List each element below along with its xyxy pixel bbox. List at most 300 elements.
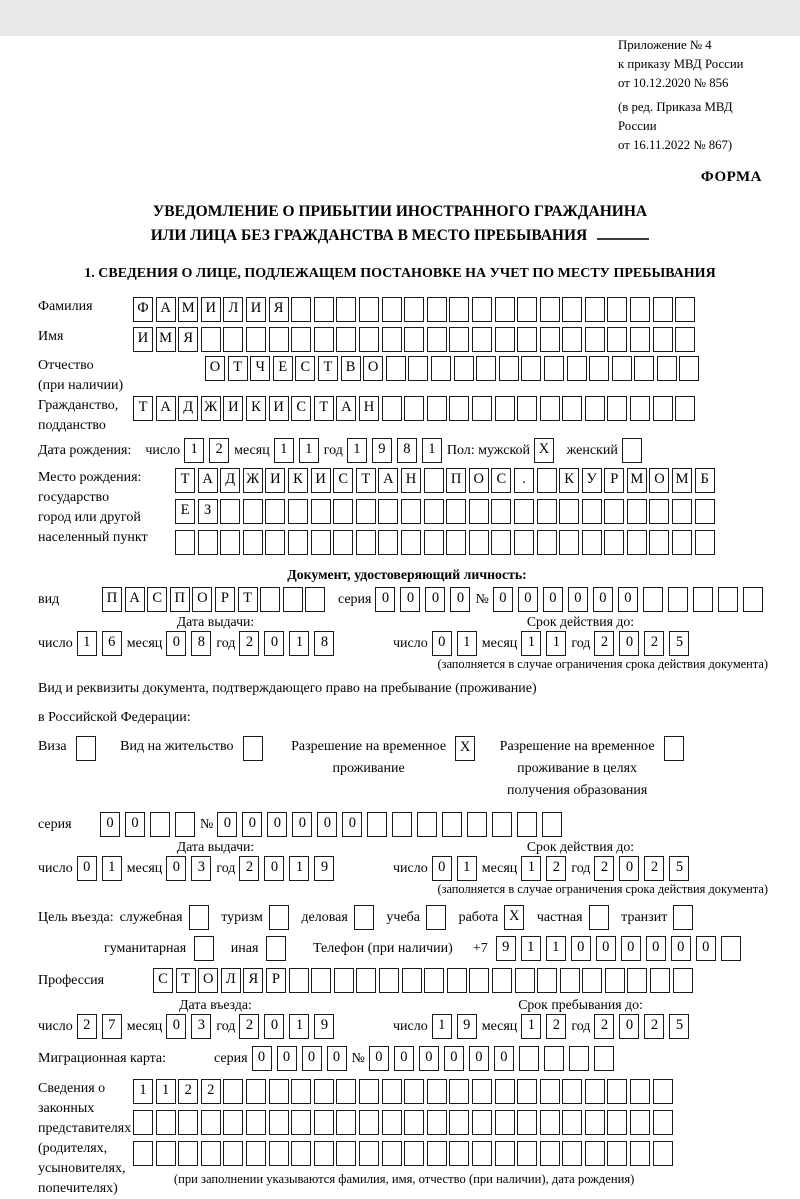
char-cell: 0 [342,812,362,837]
char-cell [657,356,677,381]
annex-line: к приказу МВД России [618,57,744,72]
char-cell [356,968,376,993]
char-cell [334,968,354,993]
char-cell: 2 [546,1014,566,1039]
char-cell [607,1110,627,1135]
char-cell: А [378,468,398,493]
char-cell [314,1141,334,1166]
char-cell: 0 [166,631,186,656]
char-cell: О [198,968,218,993]
char-cell: Н [359,396,379,421]
char-cell [653,1141,673,1166]
day-label: число [393,636,428,652]
char-cell: 1 [521,936,541,961]
char-cell [402,968,422,993]
char-cell [630,396,650,421]
char-cell: 0 [252,1046,272,1071]
char-cell [653,396,673,421]
sex-female-checkbox [622,438,645,463]
char-cell [333,499,353,524]
residence-permit-item [120,736,265,761]
char-cell [442,812,462,837]
char-cell: 0 [327,1046,347,1071]
form-body [0,297,800,1199]
char-cell: С [153,968,173,993]
char-cell [427,327,447,352]
char-cell [495,1079,515,1104]
char-cell [314,297,334,322]
char-cell [517,1079,537,1104]
permit-valid-year-boxes [594,856,694,881]
doc-valid-day-boxes [432,631,482,656]
sex-female-label: женский [566,443,618,459]
char-cell [404,1079,424,1104]
char-cell: 0 [618,587,638,612]
patronymic-row [38,356,776,396]
char-cell: 1 [102,856,122,881]
transit-label: транзит [621,910,668,926]
char-cell: 5 [669,1014,689,1039]
char-cell [269,1141,289,1166]
char-cell [582,530,602,555]
char-cell [424,968,444,993]
char-cell [449,297,469,322]
char-cell: М [178,297,198,322]
char-cell [540,1141,560,1166]
char-cell [223,1079,243,1104]
month-label: месяц [234,443,270,459]
char-cell: Т [356,468,376,493]
char-cell [291,1141,311,1166]
entry-year-boxes [239,1014,339,1039]
char-cell [424,530,444,555]
residence-doc-line-2: в Российской Федерации: [38,710,191,726]
doc-issue-day-boxes [77,631,127,656]
char-cell: 0 [277,1046,297,1071]
char-cell: 9 [372,438,392,463]
char-cell [220,499,240,524]
sex-male-checkbox [534,438,557,463]
char-cell [517,1141,537,1166]
sex-male-label: Пол: мужской [446,443,531,459]
doc-kind-boxes [102,587,328,612]
char-cell: 2 [594,631,614,656]
char-cell [472,1110,492,1135]
char-cell [449,396,469,421]
char-cell [359,327,379,352]
char-cell [314,1110,334,1135]
char-cell [604,499,624,524]
phone-label: Телефон (при наличии) [313,941,453,957]
char-cell [265,499,285,524]
char-cell: X [455,736,475,761]
char-cell: 1 [77,631,97,656]
char-cell [382,1141,402,1166]
official-label: служебная [119,910,183,926]
citizenship-label: Гражданство, подданство [38,398,119,434]
char-cell: Н [401,468,421,493]
char-cell: Т [318,356,338,381]
blank-underline [597,238,649,240]
char-cell: 0 [619,631,639,656]
char-cell: М [156,327,176,352]
char-cell: 0 [394,1046,414,1071]
char-cell: П [170,587,190,612]
mig-number-label: № [351,1051,365,1067]
char-cell: 0 [696,936,716,961]
char-cell [291,1110,311,1135]
char-cell [630,1079,650,1104]
char-cell [675,396,695,421]
char-cell [491,499,511,524]
char-cell: 0 [646,936,666,961]
legal-representatives-boxes [133,1079,675,1187]
entry-day-boxes [77,1014,127,1039]
char-cell: У [582,468,602,493]
char-cell [404,297,424,322]
char-cell: 3 [191,1014,211,1039]
char-cell [336,1141,356,1166]
char-cell [189,905,209,930]
char-cell [314,327,334,352]
char-cell: 5 [669,856,689,881]
year-label: год [323,443,343,459]
char-cell: 9 [496,936,516,961]
char-cell: 0 [593,587,613,612]
char-cell [266,936,286,961]
char-cell: Д [178,396,198,421]
char-cell [467,812,487,837]
char-cell: И [269,396,289,421]
visa-item [38,736,98,761]
citizenship-row [38,396,776,436]
char-cell [492,812,512,837]
char-cell [446,530,466,555]
char-cell: Е [273,356,293,381]
char-cell [454,356,474,381]
month-label: месяц [126,1019,163,1035]
form-word: ФОРМА [700,169,762,186]
char-cell: 1 [299,438,319,463]
char-cell [559,499,579,524]
char-cell: 0 [264,631,284,656]
entry-dates-block [38,997,776,1039]
char-cell: 0 [264,1014,284,1039]
doc-issue-month-boxes [166,631,216,656]
year-label: год [571,636,591,652]
form-title [0,200,800,248]
char-cell: 3 [191,856,211,881]
char-cell [175,530,195,555]
char-cell: 2 [239,631,259,656]
char-cell: 1 [521,631,541,656]
char-cell: Т [238,587,258,612]
char-cell [404,1141,424,1166]
char-cell [607,396,627,421]
char-cell: 0 [292,812,312,837]
form-page [0,36,800,1199]
char-cell: Б [695,468,715,493]
char-cell [382,1110,402,1135]
char-cell: А [125,587,145,612]
legal-row-3 [133,1141,675,1166]
char-cell: 1 [457,856,477,881]
permit-valid-day-boxes [432,856,482,881]
residence-permit-label: Вид на жительство [120,739,234,755]
stay-until-heading: Срок пребывания до: [518,997,643,1013]
char-cell [492,968,512,993]
char-cell [560,968,580,993]
char-cell [562,1079,582,1104]
char-cell [679,356,699,381]
char-cell [675,297,695,322]
char-cell [472,297,492,322]
char-cell: 9 [314,856,334,881]
char-cell: С [333,468,353,493]
char-cell [359,1079,379,1104]
char-cell: Р [266,968,286,993]
char-cell [582,968,602,993]
char-cell [201,1141,221,1166]
char-cell: 0 [369,1046,389,1071]
char-cell [495,396,515,421]
char-cell: Т [133,396,153,421]
char-cell [449,1079,469,1104]
char-cell [336,297,356,322]
annex-block [618,36,770,155]
char-cell: Я [243,968,263,993]
char-cell: Ф [133,297,153,322]
char-cell [627,530,647,555]
char-cell: И [201,297,221,322]
char-cell [673,968,693,993]
char-cell [382,297,402,322]
char-cell: 0 [596,936,616,961]
permit-series-label: серия [38,817,72,833]
char-cell [265,530,285,555]
char-cell: 2 [178,1079,198,1104]
profession-boxes [153,968,695,993]
tourism-checkbox [269,905,292,930]
char-cell: 0 [543,587,563,612]
other-checkbox [266,936,289,961]
char-cell [291,1079,311,1104]
char-cell: И [265,468,285,493]
char-cell: Я [269,297,289,322]
char-cell [630,1110,650,1135]
char-cell [404,396,424,421]
char-cell: В [341,356,361,381]
char-cell [607,1079,627,1104]
char-cell [269,1110,289,1135]
validity-note: (заполняется в случае ограничения срока действия документа) [437,882,768,897]
char-cell: 0 [302,1046,322,1071]
char-cell [359,1141,379,1166]
legal-row-1 [133,1079,675,1104]
char-cell: 0 [621,936,641,961]
birth-date-label: Дата рождения: [38,443,132,459]
birth-year-boxes [347,438,447,463]
char-cell: 1 [347,438,367,463]
char-cell [198,530,218,555]
char-cell [743,587,763,612]
char-cell [517,396,537,421]
char-cell: X [504,905,524,930]
char-cell: К [246,396,266,421]
mig-series-boxes [252,1046,352,1071]
surname-boxes [133,297,698,322]
char-cell [269,1079,289,1104]
char-cell: Ж [243,468,263,493]
stay-month-boxes [521,1014,571,1039]
legal-row-2 [133,1110,675,1135]
day-label: число [393,1019,428,1035]
char-cell: Я [178,327,198,352]
char-cell [537,530,557,555]
char-cell: 0 [568,587,588,612]
char-cell [472,1079,492,1104]
char-cell: 0 [571,936,591,961]
birth-place-label: Место рождения: государство город или другой населенный пункт [38,470,148,546]
char-cell [695,530,715,555]
char-cell: 0 [493,587,513,612]
temp-permit-label: Разрешение на временное проживание [291,739,447,777]
char-cell [589,356,609,381]
char-cell [427,1079,447,1104]
char-cell: 0 [77,856,97,881]
char-cell: 1 [457,631,477,656]
profession-row [38,968,776,993]
char-cell [246,327,266,352]
char-cell: X [534,438,554,463]
char-cell [653,327,673,352]
char-cell [269,905,289,930]
char-cell [544,356,564,381]
char-cell [562,297,582,322]
day-label: число [38,861,73,877]
char-cell: 0 [125,812,145,837]
char-cell: 1 [156,1079,176,1104]
purpose-row [38,905,776,930]
char-cell: И [133,327,153,352]
doc-valid-year-boxes [594,631,694,656]
char-cell [243,499,263,524]
char-cell: 0 [619,1014,639,1039]
char-cell [693,587,713,612]
char-cell: 0 [518,587,538,612]
month-label: месяц [126,636,163,652]
phone-prefix: +7 [472,941,488,957]
char-cell [589,905,609,930]
char-cell [356,530,376,555]
char-cell [675,327,695,352]
char-cell: 1 [546,936,566,961]
char-cell [156,1141,176,1166]
char-cell [469,530,489,555]
char-cell: О [205,356,225,381]
char-cell [499,356,519,381]
char-cell [562,327,582,352]
char-cell: 0 [671,936,691,961]
char-cell: 2 [546,856,566,881]
char-cell [447,968,467,993]
char-cell [491,530,511,555]
permit-series-boxes [100,812,200,837]
char-cell: 1 [546,631,566,656]
char-cell: Т [175,468,195,493]
char-cell [311,499,331,524]
business-label: деловая [301,910,348,926]
char-cell [605,968,625,993]
char-cell [288,530,308,555]
stay-year-boxes [594,1014,694,1039]
char-cell: 9 [457,1014,477,1039]
char-cell: 0 [444,1046,464,1071]
char-cell [630,327,650,352]
char-cell: 0 [317,812,337,837]
char-cell [223,1110,243,1135]
char-cell [291,327,311,352]
birth-day-boxes [184,438,234,463]
char-cell [634,356,654,381]
char-cell [427,1110,447,1135]
migration-card-row [38,1046,776,1071]
revision-line: от 16.11.2022 № 867) [618,137,733,152]
char-cell [133,1141,153,1166]
char-cell [567,356,587,381]
doc-number-label: № [475,592,489,608]
char-cell [223,1141,243,1166]
char-cell [354,905,374,930]
char-cell: И [246,297,266,322]
char-cell: К [288,468,308,493]
char-cell [404,1110,424,1135]
char-cell [378,499,398,524]
char-cell [668,587,688,612]
char-cell: 0 [425,587,445,612]
char-cell [404,327,424,352]
char-cell: М [627,468,647,493]
char-cell [401,530,421,555]
char-cell: 8 [397,438,417,463]
char-cell: Е [175,499,195,524]
edu-permit-label: Разрешение на временное проживание в целях получения образования [499,739,655,799]
residence-doc-line-1: Вид и реквизиты документа, подтверждающего право на пребывание (проживание) [38,681,537,697]
official-checkbox [189,905,212,930]
char-cell [630,297,650,322]
surname-label: Фамилия [38,299,93,315]
char-cell: А [156,297,176,322]
char-cell: 8 [191,631,211,656]
char-cell [269,327,289,352]
char-cell [542,812,562,837]
char-cell [178,1141,198,1166]
char-cell [537,968,557,993]
annex-line: Приложение № 4 [618,38,712,52]
permit-issue-date-heading: Дата выдачи: [176,839,255,855]
char-cell: О [469,468,489,493]
char-cell: 0 [166,856,186,881]
char-cell: Л [223,297,243,322]
char-cell [585,1079,605,1104]
char-cell: О [649,468,669,493]
char-cell [431,356,451,381]
month-label: месяц [126,861,163,877]
char-cell [562,396,582,421]
char-cell [194,936,214,961]
char-cell [175,812,195,837]
char-cell: 2 [201,1079,221,1104]
